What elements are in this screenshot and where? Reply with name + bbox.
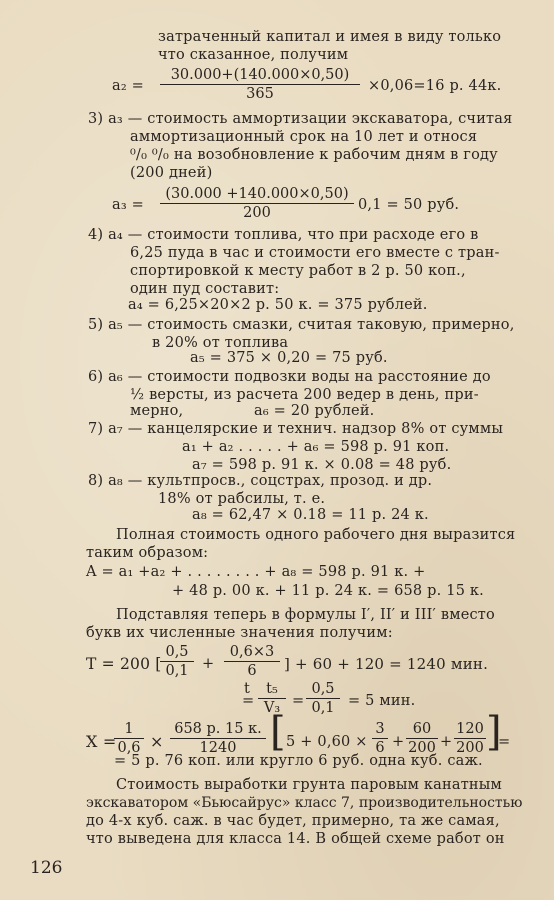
formula-fraction bbox=[160, 185, 354, 222]
formula-operator: + bbox=[440, 734, 453, 750]
formula-line: A = a₁ +a₂ + . . . . . . . . + a₈ = 598 р. 91 к. + bbox=[86, 564, 426, 580]
formula-line: a₅ = 375 × 0,20 = 75 руб. bbox=[190, 350, 388, 366]
text-line: 5) a₅ — стоимость смазки, считая таковую, примерно, bbox=[88, 317, 515, 333]
text-line: 7) a₇ — канцелярские и технич. надзор 8% от суммы bbox=[88, 421, 504, 437]
text-line: Полная стоимость одного рабочего дня выразится bbox=[116, 527, 516, 543]
text-line: 6,25 пуда в час и стоимости его вместе с тран- bbox=[130, 245, 500, 261]
formula-rhs: = 5 мин. bbox=[348, 693, 416, 709]
denominator: 1240 bbox=[199, 740, 237, 756]
text-line: ½ версты, из расчета 200 ведер в день, при- bbox=[130, 387, 479, 403]
denominator: 0,6 bbox=[117, 740, 141, 756]
text-line: Стоимость выработки грунта паровым канатным bbox=[116, 777, 502, 793]
formula-line: = 5 р. 76 коп. или кругло 6 руб. одна куб. саж. bbox=[114, 753, 483, 769]
text-line: мерно, bbox=[130, 403, 184, 419]
formula-lhs: X = bbox=[86, 732, 117, 751]
formula-fraction bbox=[160, 643, 194, 680]
denominator: 6 bbox=[247, 663, 257, 679]
formula-text: 5 + 0,60 × bbox=[286, 734, 368, 750]
denominator: 6 bbox=[375, 740, 385, 756]
formula-line: a₄ = 6,25×20×2 р. 50 к. = 375 рублей. bbox=[128, 297, 428, 313]
text-line: экскаватором «Бьюсайрус» класс 7, производительностью bbox=[86, 795, 523, 811]
text-line: до 4-х куб. саж. в час будет, примерно, та же самая, bbox=[86, 813, 500, 829]
text-line: 18% от рабсилы, т. е. bbox=[158, 491, 326, 507]
text-line: 8) a₈ — культпросв., соцстрах, прозод. и др. bbox=[88, 473, 433, 489]
formula-line: a₈ = 62,47 × 0.18 = 11 р. 24 к. bbox=[192, 507, 429, 523]
text-line: 4) a₄ — стоимости топлива, что при расходе его в bbox=[88, 227, 479, 243]
numerator: 1 bbox=[114, 720, 144, 739]
numerator: 60 bbox=[406, 720, 438, 739]
formula-operator: + bbox=[392, 734, 405, 750]
text-line: аммортизационный срок на 10 лет и относя bbox=[130, 129, 478, 145]
formula-line: a₁ + a₂ . . . . . + a₆ = 598 р. 91 коп. bbox=[182, 439, 450, 455]
formula-operator: × bbox=[150, 732, 164, 751]
numerator: 0,5 bbox=[160, 643, 194, 662]
denominator: 200 bbox=[408, 740, 436, 756]
text-line: (200 дней) bbox=[130, 165, 213, 181]
text-line: 6) a₆ — стоимости подвозки воды на расстояние до bbox=[88, 369, 491, 385]
formula-line: a₆ = 20 рублей. bbox=[254, 403, 375, 419]
bracket-right: ] bbox=[486, 709, 502, 755]
formula-rhs: ] + 60 + 120 = 1240 мин. bbox=[284, 655, 489, 673]
denominator: V₃ bbox=[263, 700, 281, 716]
formula-fraction bbox=[306, 680, 340, 717]
denominator: 0,1 bbox=[311, 700, 335, 716]
formula-line: a₇ = 598 р. 91 к. × 0.08 = 48 руб. bbox=[192, 457, 452, 473]
formula-fraction bbox=[160, 66, 360, 103]
text-line: в 20% от топлива bbox=[152, 335, 289, 351]
numerator: t₅ bbox=[258, 680, 286, 699]
text-line: спортировкой к месту работ в 2 р. 50 коп., bbox=[130, 263, 466, 279]
formula-line: + 48 р. 00 к. + 11 р. 24 к. = 658 р. 15 к. bbox=[172, 583, 484, 599]
formula-lhs: a₂ = bbox=[112, 78, 145, 94]
text-line: Подставляя теперь в формулы I′, II′ и III′ вместо bbox=[116, 607, 495, 623]
numerator: 0,6×3 bbox=[224, 643, 280, 662]
numerator: 30.000+(140.000×0,50) bbox=[160, 66, 360, 85]
text-line: что сказанное, получим bbox=[158, 47, 349, 63]
denominator: 0,1 bbox=[165, 663, 189, 679]
text-line: что выведена для класса 14. В общей схеме работ он bbox=[86, 831, 505, 847]
formula-operator: = bbox=[242, 693, 255, 709]
formula-rhs: ×0,06=16 р. 44к. bbox=[368, 78, 502, 94]
formula-lhs: t bbox=[244, 681, 251, 697]
formula-rhs: 0,1 = 50 руб. bbox=[358, 197, 460, 213]
text-line: 3) a₃ — стоимость аммортизации экскаватора, считая bbox=[88, 111, 513, 127]
denominator: 365 bbox=[246, 86, 274, 102]
formula-lhs: a₃ = bbox=[112, 197, 145, 213]
numerator: 120 bbox=[454, 720, 486, 739]
numerator: (30.000 +140.000×0,50) bbox=[160, 185, 354, 204]
formula-operator: + bbox=[202, 656, 215, 672]
bracket-left: [ bbox=[270, 709, 286, 755]
numerator: 0,5 bbox=[306, 680, 340, 699]
text-line: один пуд составит: bbox=[130, 281, 280, 297]
denominator: 200 bbox=[456, 740, 484, 756]
formula-operator: = bbox=[498, 734, 511, 750]
denominator: 200 bbox=[243, 205, 271, 221]
text-line: ⁰/₀ ⁰/₀ на возобновление к рабочим дням в году bbox=[130, 147, 498, 163]
page-number: 126 bbox=[30, 858, 63, 878]
formula-fraction bbox=[224, 643, 280, 680]
text-line: таким образом: bbox=[86, 545, 209, 561]
text-line: затраченный капитал и имея в виду только bbox=[158, 29, 502, 45]
numerator: 3 bbox=[372, 720, 388, 739]
numerator: 658 р. 15 к. bbox=[170, 720, 266, 739]
text-line: букв их численные значения получим: bbox=[86, 625, 393, 641]
formula-operator: = bbox=[292, 693, 305, 709]
formula-lhs: T = 200 [ bbox=[86, 655, 162, 673]
